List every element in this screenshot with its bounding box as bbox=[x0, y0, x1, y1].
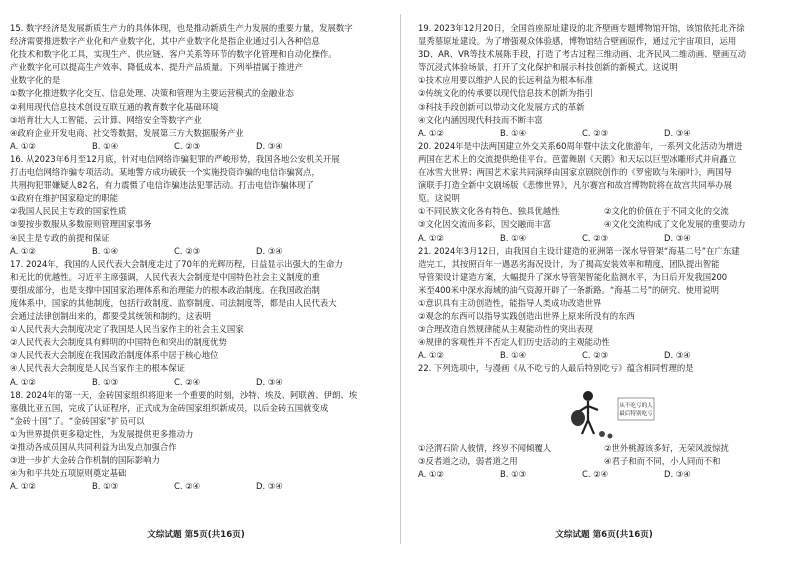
question-text-line: 览。这说明 bbox=[418, 193, 460, 204]
question-text-line: 16. 从2023年6月至12月底，针对电信网络诈骗犯罪的严峻形势，我国各地公安机关开展 bbox=[10, 153, 340, 164]
question-text-line: 共刑拘犯罪嫌疑人82名，有力震慑了电信诈骗违法犯罪活动。打击电信诈骗体现了 bbox=[10, 180, 314, 191]
option-d: D. ③④ bbox=[664, 127, 691, 138]
statement-line: ③培育壮大人工智能、云计算、网络安全等数字产业 bbox=[10, 114, 202, 125]
statement-3: ③反者道之动，弱者道之用 bbox=[418, 455, 518, 466]
statement-line: ①为世界提供更多稳定性，为发展提供更多推动力 bbox=[10, 428, 194, 439]
statement-2: ②世外桃源该多好，无荣风波惊扰 bbox=[604, 442, 729, 453]
question-text-line: 度体系中，国家的其他制度，包括行政制度、监察制度、司法制度等，都是由人民代表大 bbox=[10, 297, 337, 308]
cartoon-illustration bbox=[566, 376, 656, 442]
answer-options bbox=[10, 376, 382, 389]
option-b: B. ①③ bbox=[92, 481, 119, 492]
statement-line: ②利用现代信息技术创设互联互通的教育数字化基础环境 bbox=[10, 101, 219, 112]
page-divider bbox=[400, 14, 401, 544]
answer-options bbox=[10, 245, 382, 258]
option-a: A. ①② bbox=[10, 245, 36, 256]
option-c: C. ②④ bbox=[174, 481, 201, 492]
cartoon-row bbox=[418, 376, 790, 442]
question-19 bbox=[418, 22, 790, 140]
option-c: C. ②③ bbox=[174, 245, 201, 256]
question-text-line: 打击电信网络诈骗专项活动。某地警方成功破获一个实施投资诈骗的电信诈骗窝点， bbox=[10, 167, 320, 178]
question-text-line: 会通过法律创制出来的，都要受其统领和制约。这表明 bbox=[10, 311, 211, 322]
question-17 bbox=[10, 258, 382, 389]
question-text-line: 要组成部分，也是支撑中国国家治理体系和治理能力的根本政治制度。在我国政治制 bbox=[10, 284, 320, 295]
statement-line: ④为和平共处五项原则奠定基础 bbox=[10, 468, 127, 479]
statement-2: ②文化的价值在于不同文化的交流 bbox=[604, 206, 729, 217]
question-16 bbox=[10, 153, 382, 258]
option-b: B. ①④ bbox=[500, 350, 527, 361]
option-c: C. ②③ bbox=[582, 350, 609, 361]
statement-grid bbox=[418, 442, 790, 468]
statement-line: ③科技手段创新可以带动文化发展方式的革新 bbox=[418, 101, 585, 112]
question-text-line: 21. 2024年3月12日，由我国自主设计建造的亚洲第一深水导管架“海基二号”在广东建 bbox=[418, 245, 740, 256]
answer-options bbox=[10, 140, 382, 153]
question-18 bbox=[10, 389, 382, 494]
option-c: C. ②④ bbox=[174, 376, 201, 387]
option-d: D. ③④ bbox=[664, 232, 691, 243]
page-footer-left: 文综试题 第5页(共16页) bbox=[147, 530, 245, 540]
option-a: A. ①② bbox=[418, 127, 444, 138]
statement-1: ①泾渭石阶人彼情，终岁不闻倾覆人 bbox=[418, 442, 552, 453]
statement-4: ④君子和而不同，小人同而不和 bbox=[604, 455, 721, 466]
option-d: D. ③④ bbox=[664, 468, 691, 479]
question-text-line: 17. 2024年，我国的人民代表大会制度走过了70年的光辉历程，日益显示出强大的生命力 bbox=[10, 258, 343, 269]
statement-line: ③进一步扩大金砖合作机制的国际影响力 bbox=[10, 455, 160, 466]
option-a: A. ①② bbox=[418, 232, 444, 243]
answer-options bbox=[418, 232, 790, 245]
statement-line: ②观念的东西可以指导实践创造出世界上原来所没有的东西 bbox=[418, 311, 635, 322]
statement-line: ①人民代表大会制度决定了我国是人民当家作主的社会主义国家 bbox=[10, 324, 244, 335]
question-15 bbox=[10, 22, 382, 153]
statement-line: ②推动各成员国从共同利益为出发点加强合作 bbox=[10, 442, 177, 452]
answer-options bbox=[10, 480, 382, 493]
question-text-line: 20. 2024年是中法两国建立外交关系60周年暨中法文化旅游年，一系列文化活动为增进 bbox=[418, 140, 743, 151]
question-text-line: 显秀墓原址建设。为了增强观众体验感，博物馆结合壁画原作，通过元宇宙项目，运用 bbox=[418, 36, 737, 47]
question-text-line: 造完工，其按照百年一遇恶劣海况设计，为了揭高安装效率和精度，团队提出智能 bbox=[418, 258, 720, 269]
option-d: D. ③④ bbox=[256, 481, 283, 492]
question-text-line: 22. 下列选项中，与漫画《从不吃亏的人最后特别吃亏》蕴含相同哲理的是 bbox=[418, 363, 694, 374]
question-text-line: 塞俄比亚五国，完成了认证程序，正式成为金砖国家组织新成员，以后金砖五国就变成 bbox=[10, 402, 329, 413]
answer-options bbox=[418, 349, 790, 362]
option-c: C. ②③ bbox=[582, 232, 609, 243]
answer-options bbox=[418, 127, 790, 140]
question-text-line: 18. 2024年的第一天，金砖国家组织将迎来一个重要的时刻，沙特、埃及、阿联酋、伊朗、埃 bbox=[10, 389, 358, 400]
statement-4: ④文化交流构成了文化发展的重要动力 bbox=[604, 219, 746, 230]
statement-line: ①数字化推进数字化交互、信息处理、决策和管理为主要运营模式的金融业态 bbox=[10, 88, 294, 99]
statement-grid bbox=[418, 205, 790, 231]
page-footer-right: 文综试题 第6页(共16页) bbox=[555, 530, 653, 540]
option-d: D. ③④ bbox=[256, 245, 283, 256]
question-text-line: “金砖十国”了。“金砖国家”扩员可以 bbox=[10, 415, 145, 426]
right-page bbox=[418, 22, 790, 481]
option-d: D. ③④ bbox=[256, 376, 283, 387]
option-b: B. ①③ bbox=[92, 376, 119, 387]
question-text-line: 导管架设计建造方案，大幅提升了深水导管架智能化监测水平，为日后开发我国200 bbox=[418, 271, 728, 282]
statement-line: ④民主是专政的前提和保证 bbox=[10, 232, 110, 243]
statement-line: ②我国人民民主专政的国家性质 bbox=[10, 206, 127, 217]
option-a: A. ①② bbox=[418, 350, 444, 361]
statement-line: ②人民代表大会制度具有鲜明的中国特色和突出的制度优势 bbox=[10, 337, 227, 348]
statement-3: ③文化因交流而多彩，因交融而丰富 bbox=[418, 219, 552, 230]
coin-icon bbox=[599, 431, 605, 437]
option-c: C. ②③ bbox=[582, 127, 609, 138]
option-a: A. ①② bbox=[418, 468, 444, 479]
question-text-line: 演联手打造全新中文剧场版《悲惨世界》，凡尔赛宫和故宫博物院将在故宫共同举办展 bbox=[418, 180, 733, 191]
statement-line: ②传统文化的传承要以现代信息技术创新为指引 bbox=[418, 88, 594, 99]
question-text-line: 产业数字化可以提高生产效率、降低成本、提升产品质量。下列举措属于推进产 bbox=[10, 62, 304, 73]
statement-line: ①技术应用要以维护人民的长远利益为根本标准 bbox=[418, 75, 594, 86]
statement-1: ①不同民族文化各有特色、独具优越性 bbox=[418, 206, 560, 217]
question-21 bbox=[418, 245, 790, 363]
option-b: B. ①④ bbox=[92, 245, 119, 256]
cartoon-caption-line-2: 最后特别吃亏 bbox=[619, 410, 653, 417]
question-text-line: 两国在艺术上的交流提供绝佳平台。芭蕾舞剧《天鹅》和天坛以巨型冰雕形式并肩矗立 bbox=[418, 153, 737, 164]
option-a: A. ①② bbox=[10, 481, 36, 492]
option-b: B. ①④ bbox=[500, 232, 527, 243]
sack-icon bbox=[571, 410, 585, 426]
question-text-line: 等沉浸式体验场景，打开了文化保护和展示科技创新的新模式。这说明 bbox=[418, 62, 678, 73]
question-text-line: 3D、AR、VR等技术展陈手段，打造了考古过程三维动画、北齐民风二维动画、壁画互动 bbox=[418, 49, 746, 60]
question-text-line: 业数字化的是 bbox=[10, 75, 61, 86]
option-d: D. ③④ bbox=[664, 350, 691, 361]
statement-line: ③要按步数服从多数原则管理国家事务 bbox=[10, 219, 152, 230]
question-text-line: 15. 数字经济是发展新质生产力的具体体现，也是推动新质生产力发展的重要力量，发展数字 bbox=[10, 23, 353, 33]
statement-line: ④规律的客观性并不否定人们历史活动的主观能动性 bbox=[418, 337, 610, 348]
question-text-line: 米至400米中深水海域的油气资源开辟了一条新路。“海基二号”的研究、使用说明 bbox=[418, 284, 720, 295]
option-b: B. ①④ bbox=[92, 140, 119, 151]
option-d: D. ③④ bbox=[256, 140, 283, 151]
statement-line: ④人民代表大会制度是人民当家作主的根本保证 bbox=[10, 363, 186, 374]
option-c: C. ②④ bbox=[582, 468, 609, 479]
question-text-line: 和无比的优越性。习近平主席强调，人民代表大会制度是中国特色社会主义制度的重 bbox=[10, 271, 320, 282]
question-20 bbox=[418, 140, 790, 245]
statement-line: ④文化内涵因现代科技而不断丰富 bbox=[418, 114, 543, 125]
statement-line: ④政府企业开发电商、社交等数据，发展第三方大数据服务产业 bbox=[10, 127, 244, 138]
option-a: A. ①② bbox=[10, 376, 36, 387]
answer-options bbox=[418, 468, 790, 481]
cartoon-caption-line-1: 从不吃亏的人 bbox=[619, 402, 653, 409]
question-text-line: 在冰雪大世界；两国艺术家共同演绎由国家京剧院创作的《罗密欧与朱丽叶》，两国导 bbox=[418, 167, 733, 178]
option-b: B. ①④ bbox=[500, 127, 527, 138]
question-22 bbox=[418, 362, 790, 480]
option-b: B. ①③ bbox=[500, 468, 527, 479]
question-text-line: 化技术和数字化工具，实现生产、供应链、客户关系等环节的数字化管理和自动化操作。 bbox=[10, 49, 337, 60]
statement-line: ③人民代表大会制度在我国政治制度体系中居于核心地位 bbox=[10, 350, 219, 361]
left-page bbox=[10, 22, 382, 493]
option-a: A. ①② bbox=[10, 140, 36, 151]
question-text-line: 经济需要推进数字产业化和产业数字化，其中产业数字化是指企业通过引入各种信息 bbox=[10, 36, 320, 47]
coin-icon bbox=[608, 433, 613, 438]
question-text-line: 19. 2023年12月20日，全国首座原址建设的北齐壁画专题博物馆开馆，该馆依托北齐徐 bbox=[418, 23, 745, 33]
statement-line: ①政府在维护国家稳定的职能 bbox=[10, 193, 119, 204]
statement-line: ①意识具有主动创造性，能指导人类成功改造世界 bbox=[418, 297, 602, 308]
figure-head-icon bbox=[583, 391, 593, 401]
option-c: C. ②③ bbox=[174, 140, 201, 151]
statement-line: ③合理改造自然规律能从主观能动性的突出表现 bbox=[418, 324, 594, 335]
